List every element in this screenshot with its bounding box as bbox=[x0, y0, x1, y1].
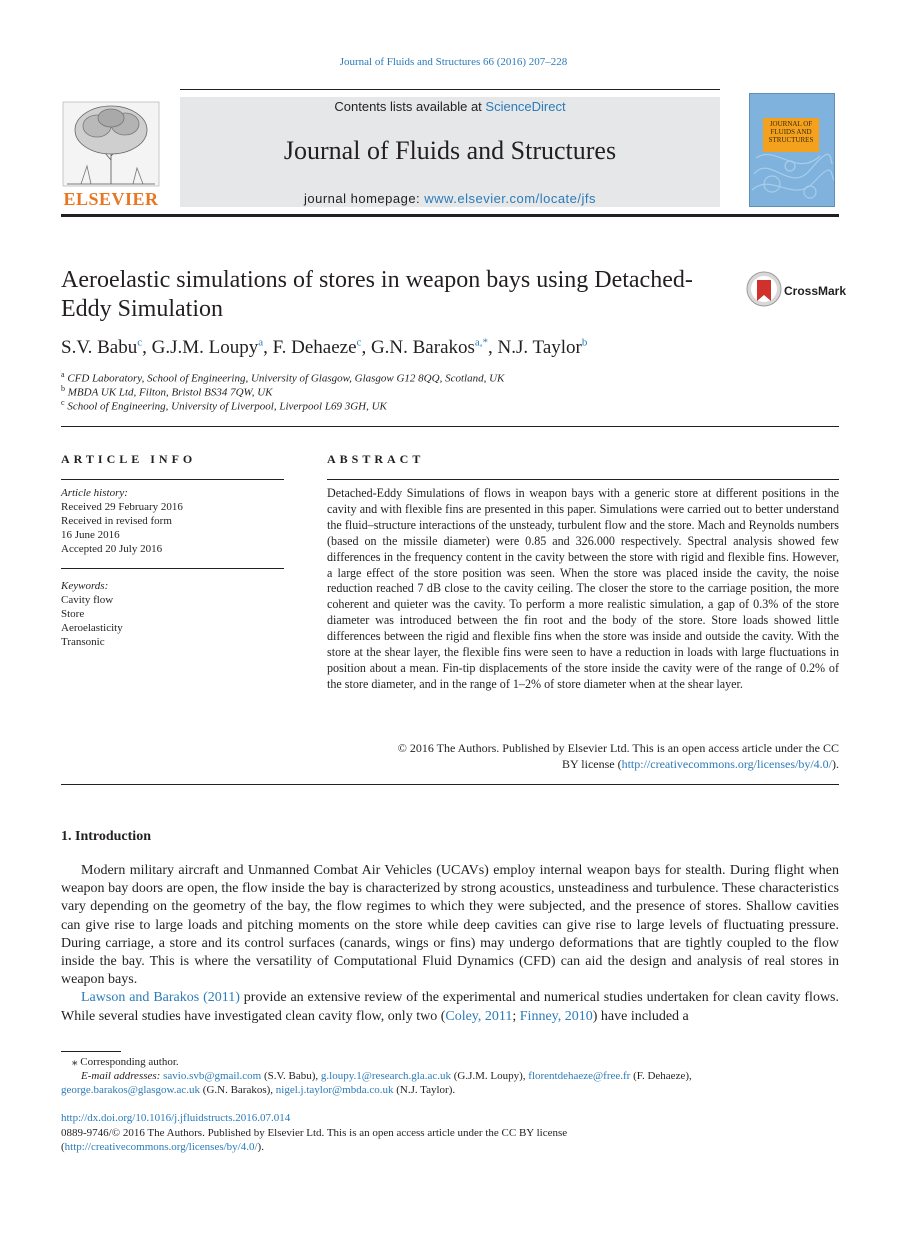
abstract-rule bbox=[327, 479, 839, 480]
author-3[interactable]: F. Dehaeze$^c$, bbox=[272, 337, 371, 359]
email-link[interactable]: nigel.j.taylor@mbda.co.uk bbox=[275, 1084, 394, 1096]
article-info-heading: ARTICLE INFO bbox=[61, 452, 197, 466]
abstract-heading: ABSTRACT bbox=[327, 452, 425, 466]
history-item: 16 June 2016 bbox=[61, 529, 120, 541]
affiliation-a: $^a$ CFD Laboratory, School of Engineering, University of Glasgow, Glasgow G12 8QQ, Scotland, UK bbox=[61, 370, 505, 385]
author-5[interactable]: N.J. Taylor$^b$ bbox=[497, 337, 588, 359]
homepage-prefix: journal homepage: bbox=[303, 191, 425, 206]
keywords bbox=[61, 579, 123, 649]
keyword: Cavity flow bbox=[61, 594, 114, 606]
keyword: Store bbox=[61, 608, 85, 620]
author-4[interactable]: G.N. Barakos$^{a,*}$, bbox=[370, 337, 498, 359]
license-note: 0889-9746/© 2016 The Authors. Published by Elsevier Ltd. This is an open access article under the CC BY license (http://creativecommons.org/licenses/by/4.0/). bbox=[61, 1127, 568, 1153]
affiliation-c: $^c$ School of Engineering, University of Liverpool, Liverpool L69 3GH, UK bbox=[61, 398, 387, 413]
sciencedirect-link[interactable]: ScienceDirect bbox=[485, 99, 566, 114]
author-2[interactable]: G.J.M. Loupy$^a$, bbox=[151, 337, 273, 359]
affiliation-b: $^b$ MBDA UK Ltd, Filton, Bristol BS34 7QW, UK bbox=[61, 384, 273, 399]
keyword: Transonic bbox=[61, 636, 105, 648]
author-1[interactable]: S.V. Babu$^c$, bbox=[61, 337, 152, 359]
introduction-heading: 1. Introduction bbox=[61, 829, 151, 844]
footnote-rule bbox=[61, 1051, 121, 1052]
header-top-rule bbox=[180, 89, 720, 90]
author-list bbox=[61, 337, 587, 359]
history-label: Article history: bbox=[61, 487, 128, 499]
intro-paragraph-1: Modern military aircraft and Unmanned Combat Air Vehicles (UCAVs) employ internal weapon bays for stealth. During flight when weapon bay doors are open, the flow inside the bay is characterized by strong acoustics, unsteadiness and turbulence. These characteristics vary depending on the geometry of the bay, the flow regimes to which they were subjected, and the presence of stores. Shallow cavities can give rise to large loads and pitching moments on the store while deep cavities can give rise to large levels of fluctuating pressure. During carriage, a store and its control surfaces (canards, wings or fins) may undergo deformations that are tightly coupled to the flow inside the bay. This is where the versatility of Computational Fluid Dynamics (CFD) can aid the design and analysis of real stores in weapon bays. bbox=[61, 863, 839, 988]
homepage-link[interactable]: www.elsevier.com/locate/jfs bbox=[424, 191, 597, 206]
footer-license-link[interactable]: http://creativecommons.org/licenses/by/4.0/ bbox=[64, 1141, 258, 1153]
corresponding-author-note: ⁎ Corresponding author. bbox=[72, 1056, 179, 1068]
header-thick-rule bbox=[61, 214, 839, 217]
license-link[interactable]: http://creativecommons.org/licenses/by/4.0/ bbox=[621, 757, 832, 771]
history-item: Received 29 February 2016 bbox=[61, 501, 183, 513]
intro-paragraph-2: Lawson and Barakos (2011) provide an extensive review of the experimental and numerical studies undertaken for clean cavity flows. While several studies have investigated clean cavity flow, only two (Coley, 2011; Finney, 2010) have included a bbox=[61, 990, 840, 1024]
abstract-copyright bbox=[327, 740, 839, 772]
affiliations-rule bbox=[61, 426, 839, 427]
crossmark-label[interactable]: CrossMark bbox=[784, 284, 847, 298]
email-link[interactable]: g.loupy.1@research.gla.ac.uk bbox=[320, 1070, 451, 1082]
copyright-line: © 2016 The Authors. Published by Elsevier Ltd. This is an open access article under the CC bbox=[397, 741, 839, 755]
email-addresses-cont: george.barakos@glasgow.ac.uk (G.N. Barakos), nigel.j.taylor@mbda.co.uk (N.J. Taylor). bbox=[61, 1084, 456, 1096]
keywords-label: Keywords: bbox=[61, 580, 109, 592]
journal-name: Journal of Fluids and Structures bbox=[283, 136, 617, 165]
email-link[interactable]: florentdehaeze@free.fr bbox=[528, 1070, 631, 1082]
cover-title: JOURNAL OF FLUIDS AND STRUCTURES bbox=[763, 118, 819, 152]
asterisk-marker: ⁎ bbox=[72, 1056, 78, 1068]
email-addresses: E-mail addresses: savio.svb@gmail.com (S.V. Babu), g.loupy.1@research.gla.ac.uk (G.J.M. Loupy), florentdehaeze@free.fr (F. Dehaeze), bbox=[81, 1070, 692, 1082]
contents-line bbox=[180, 99, 720, 114]
article-title: Aeroelastic simulations of stores in weapon bays using Detached-Eddy Simulation bbox=[61, 267, 693, 322]
history-rule bbox=[61, 568, 284, 569]
article-info-rule bbox=[61, 479, 284, 480]
email-link[interactable]: george.barakos@glasgow.ac.uk bbox=[61, 1084, 201, 1096]
contents-prefix: Contents lists available at bbox=[334, 99, 486, 114]
citation-finney[interactable]: Finney, 2010 bbox=[519, 1008, 593, 1024]
elsevier-wordmark[interactable]: ELSEVIER bbox=[63, 189, 159, 209]
citation-lawson-barakos[interactable]: Lawson and Barakos (2011) bbox=[81, 990, 240, 1006]
crossmark-icon[interactable] bbox=[746, 271, 782, 312]
history-item: Received in revised form bbox=[61, 515, 172, 527]
email-link[interactable]: savio.svb@gmail.com bbox=[163, 1070, 262, 1082]
doi-link[interactable]: http://dx.doi.org/10.1016/j.jfluidstructs.2016.07.014 bbox=[61, 1112, 291, 1124]
history-item: Accepted 20 July 2016 bbox=[61, 543, 163, 555]
abstract-text: Detached-Eddy Simulations of flows in weapon bays with a generic store at different positions in the cavity and with flexible fins are presented in this paper. Simulations were carried out to better understand the fluid–structure interactions of the unsteady, turbulent flow and the store. Mach and Reynolds numbers (based on the missile diameter) were 0.85 and 326.000 respectively. Spectral analysis showed few differences in the frequency content in the cavity between the store with rigid and flexible fins. However, a large effect of the store position was seen. When the store was placed inside the cavity, the noise reduction reached 7 dB close to the cavity ceiling. The closer the store to the carriage position, the more coherent and quieter was the cavity. To perform a more realistic simulation, a gap of 0.3% of the store diameter was introduced between the fin root and the body of the store. Store loads showed little differences between the rigid and flexible fins when the store was inside and outside the cavity. With the store at the shear layer, the flexible fins were seen to have a reduction in loads with large fluctuations in position about a mean. Fin-tip displacements of the store inside the cavity were of the range of 0.2% of the store diameter, and in the range of 1–2% of store diameter when at the shear layer. bbox=[327, 486, 839, 691]
abstract-bottom-rule bbox=[61, 784, 839, 785]
copyright-license-line: BY license (http://creativecommons.org/licenses/by/4.0/). bbox=[562, 757, 839, 771]
keyword: Aeroelasticity bbox=[61, 622, 123, 634]
article-history bbox=[61, 486, 183, 556]
homepage-line bbox=[180, 191, 720, 206]
journal-citation[interactable]: Journal of Fluids and Structures 66 (2016) 207–228 bbox=[339, 56, 568, 68]
introduction-body bbox=[61, 862, 839, 1026]
citation-coley[interactable]: Coley, 2011 bbox=[445, 1008, 513, 1024]
